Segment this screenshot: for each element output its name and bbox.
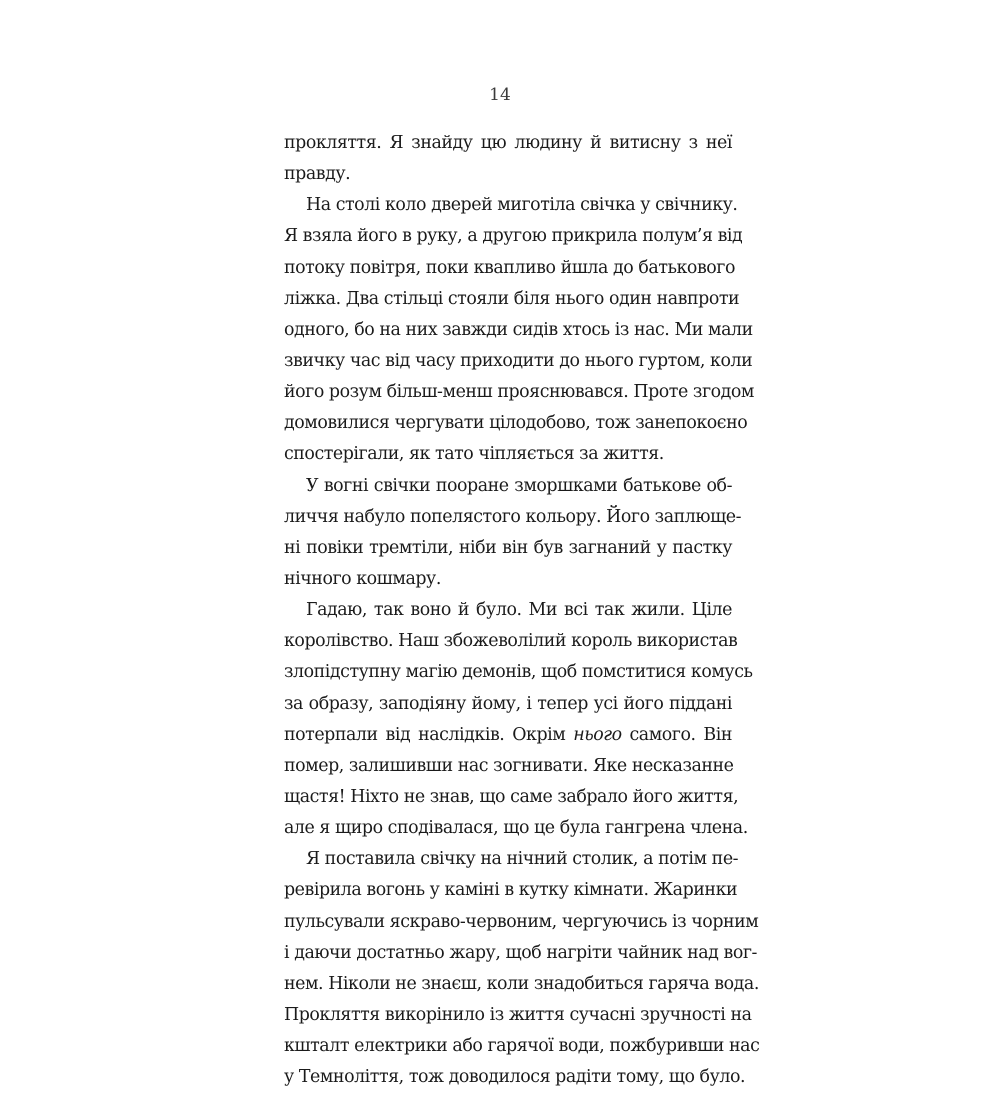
text-line-content: Я поставила свічку на нічний столик, а потім пе- bbox=[306, 849, 739, 870]
text-line-content: одного, бо на них завжди сидів хтось із нас. Ми мали bbox=[284, 319, 753, 340]
text-line-content: У вогні свічки пооране зморшками батькове об- bbox=[306, 475, 732, 496]
text-line-content: але я щиро сподівалася, що це була гангрена члена. bbox=[284, 818, 748, 839]
text-line bbox=[284, 128, 732, 159]
text-line bbox=[284, 315, 753, 346]
text-line-content: королівство. Наш збожеволілий король використав bbox=[284, 631, 738, 652]
text-line bbox=[284, 1000, 752, 1031]
text-line-content: у Темноліття, тож доводилося радіти тому, що було. bbox=[284, 1067, 746, 1088]
text-line bbox=[284, 1062, 746, 1093]
italic-word: нього bbox=[573, 724, 622, 745]
text-line-content: На столі коло дверей миготіла свічка у свічнику. bbox=[306, 195, 738, 216]
text-line-content: нічного кошмару. bbox=[284, 568, 441, 589]
text-line-content: ревірила вогонь у каміні в кутку кімнати. Жаринки bbox=[284, 880, 738, 901]
text-line bbox=[284, 284, 740, 315]
text-line bbox=[284, 377, 754, 408]
text-line-content: помер, залишивши нас зогнивати. Яке несказанне bbox=[284, 755, 734, 776]
text-line-content: Я взяла його в руку, а другою прикрила полум’я від bbox=[284, 226, 743, 247]
text-line-content: правду. bbox=[284, 164, 351, 185]
text-line bbox=[284, 626, 738, 657]
text-line-content: Прокляття викорінило із життя сучасні зручності на bbox=[284, 1004, 752, 1025]
text-line bbox=[284, 720, 732, 751]
text-line-content: ліжка. Два стільці стояли біля нього один навпроти bbox=[284, 288, 740, 309]
text-line bbox=[284, 782, 739, 813]
text-line bbox=[284, 1031, 760, 1062]
text-line-content: щастя! Ніхто не знав, що саме забрало його життя, bbox=[284, 786, 739, 807]
page-number: 14 bbox=[489, 85, 511, 105]
text-line-content: домовилися чергувати цілодобово, тож занепокоєно bbox=[284, 413, 748, 434]
text-line bbox=[284, 502, 742, 533]
text-line-content: кшталт електрики або гарячої води, пожбуривши нас bbox=[284, 1036, 760, 1057]
text-line-content: спостерігали, як тато чіпляється за життя. bbox=[284, 444, 664, 465]
text-line bbox=[284, 533, 732, 564]
text-line bbox=[284, 159, 732, 190]
text-line bbox=[284, 969, 759, 1000]
text-line-content: нем. Ніколи не знаєш, коли знадобиться гаряча вода. bbox=[284, 973, 759, 994]
text-line-content: потоку повітря, поки квапливо йшла до батькового bbox=[284, 257, 735, 278]
text-line bbox=[284, 471, 732, 502]
text-line-content: ні повіки тремтіли, ніби він був загнаний у пастку bbox=[284, 537, 732, 558]
text-line bbox=[284, 844, 739, 875]
text-line bbox=[284, 190, 738, 221]
text-line bbox=[284, 938, 757, 969]
text-line-content: потерпали від наслідків. Окрім bbox=[284, 724, 566, 745]
text-line bbox=[284, 253, 735, 284]
text-line bbox=[284, 689, 732, 720]
text-line bbox=[284, 439, 732, 470]
text-line bbox=[284, 657, 753, 688]
text-line bbox=[284, 751, 732, 782]
text-line-content: пульсували яскраво-червоним, чергуючись із чорним bbox=[284, 911, 759, 932]
text-line bbox=[284, 346, 753, 377]
text-line bbox=[284, 595, 732, 626]
text-line-content: і даючи достатньо жару, щоб нагріти чайник над вог- bbox=[284, 942, 757, 963]
text-line-content: за образу, заподіяну йому, і тепер усі його піддані bbox=[284, 693, 732, 714]
text-line bbox=[284, 564, 732, 595]
text-line-content: його розум більш-менш прояснювався. Проте згодом bbox=[284, 382, 754, 403]
text-line bbox=[284, 408, 748, 439]
text-line bbox=[284, 907, 759, 938]
text-line-content: личчя набуло попелястого кольору. Його заплюще- bbox=[284, 506, 742, 527]
text-line bbox=[284, 221, 743, 252]
text-line-tail: самого. Він bbox=[629, 724, 733, 745]
body-text bbox=[284, 128, 760, 1093]
text-line-content: Гадаю, так воно й було. Ми всі так жили. Ціле bbox=[306, 600, 732, 621]
text-line-content: звичку час від часу приходити до нього гуртом, коли bbox=[284, 350, 753, 371]
text-line-content: прокляття. Я знайду цю людину й витисну з неї bbox=[284, 133, 732, 153]
text-line bbox=[284, 813, 748, 844]
text-line-content: злопідступну магію демонів, щоб помститися комусь bbox=[284, 662, 753, 683]
text-line bbox=[284, 875, 738, 906]
